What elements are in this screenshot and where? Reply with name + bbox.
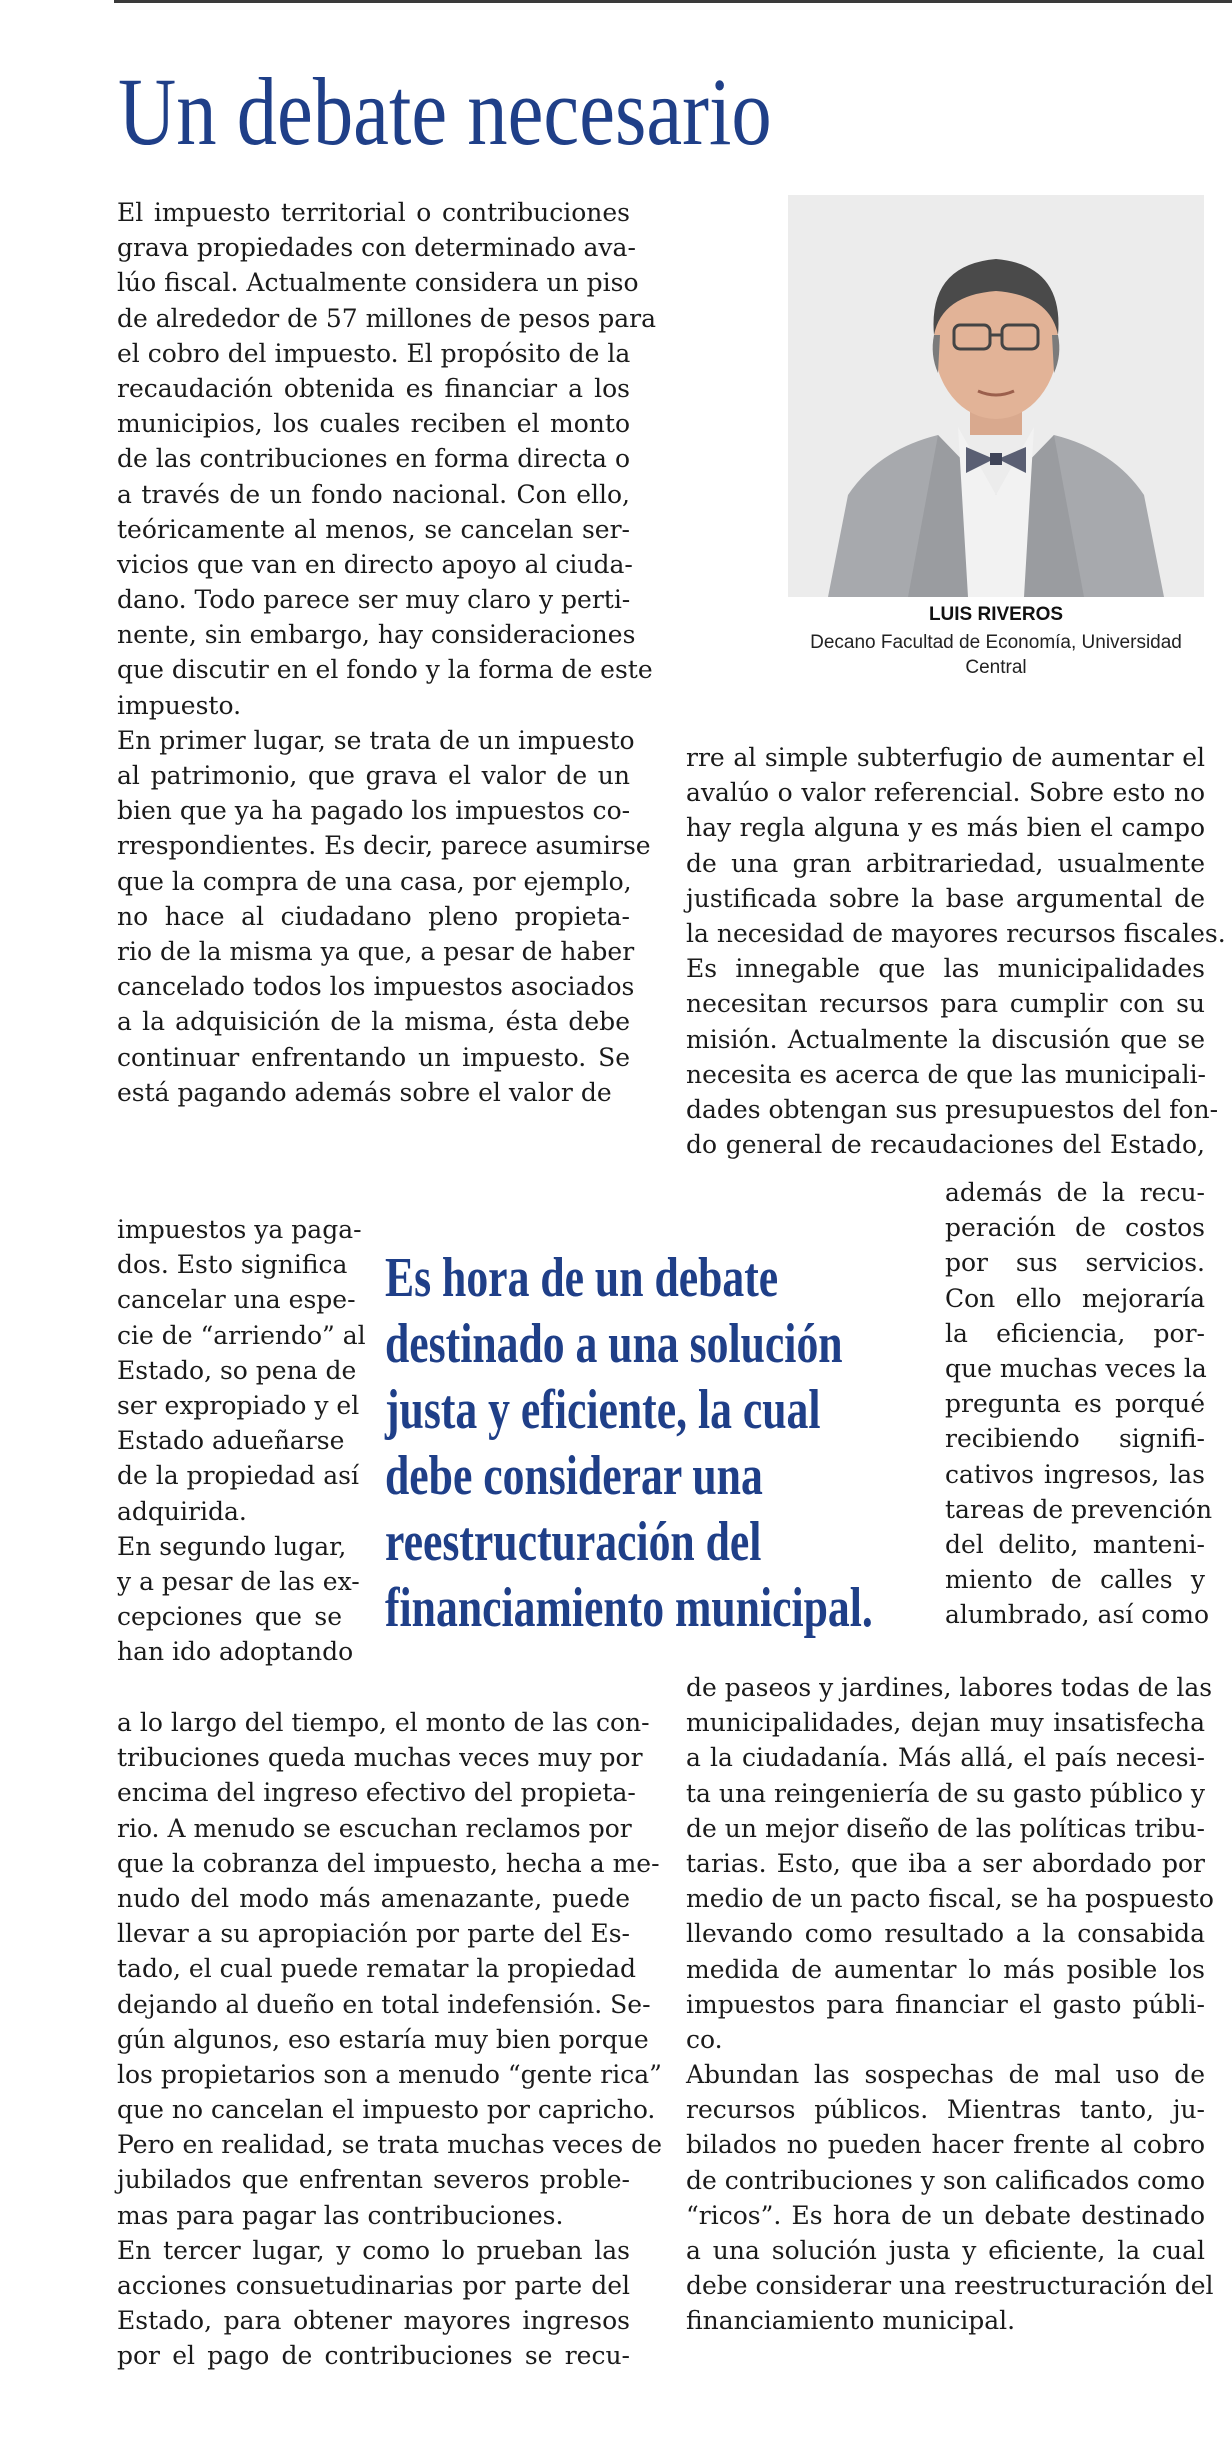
body-column-left-bottom <box>117 1705 662 2374</box>
text-line: necesitan recursos para cumplir con su <box>686 989 1205 1019</box>
author-photo <box>788 195 1204 597</box>
text-line: municipios, los cuales reciben el monto <box>117 409 630 439</box>
text-line: necesita es acerca de que las municipali- <box>686 1059 1207 1089</box>
text-line: cancelar una espe- <box>117 1285 356 1315</box>
text-line: grava propiedades con determinado ava- <box>117 233 636 263</box>
text-line: por el pago de contribuciones se recu- <box>117 2341 630 2371</box>
text-line: de un mejor diseño de las políticas tribu- <box>686 1813 1205 1843</box>
body-column-left-narrow <box>117 1212 366 1669</box>
text-line: de la propiedad así <box>117 1461 359 1491</box>
text-line: ta una reingeniería de su gasto público y <box>686 1778 1205 1808</box>
text-line: En primer lugar, se trata de un impuesto <box>117 725 635 755</box>
text-line: Estado, para obtener mayores ingresos <box>117 2306 630 2336</box>
text-line: lúo fiscal. Actualmente considera un piso <box>117 268 639 298</box>
text-line: jubilados que enfrentan severos proble- <box>117 2165 630 2195</box>
pull-quote-line: debe considerar una <box>385 1445 763 1507</box>
pull-quote-line: financiamiento municipal. <box>385 1577 873 1639</box>
text-line: recibiendo signifi- <box>945 1424 1205 1454</box>
text-line: dos. Esto significa <box>117 1250 348 1280</box>
text-line: de alrededor de 57 millones de pesos para <box>117 303 657 333</box>
text-line: a la ciudadanía. Más allá, el país necesi- <box>686 1743 1205 1773</box>
text-line: dejando al dueño en total indefensión. Se- <box>117 1989 651 2019</box>
pull-quote-line: reestructuración del <box>385 1511 762 1573</box>
text-line: alumbrado, así como <box>945 1600 1210 1630</box>
pull-quote-line: destinado a una solución <box>385 1313 843 1375</box>
text-line: rrespondientes. Es decir, parece asumirse <box>117 831 651 861</box>
text-line: nudo del modo más amenazante, puede <box>117 1883 630 1913</box>
text-line: tareas de prevención <box>945 1494 1213 1524</box>
body-column-right-top <box>686 740 1226 1162</box>
text-line: ser expropiado y el <box>117 1390 360 1420</box>
text-line: co. <box>686 2024 723 2054</box>
text-line: nente, sin embargo, hay consideraciones <box>117 620 636 650</box>
text-line: avalúo o valor referencial. Sobre esto no <box>686 778 1205 808</box>
text-line: hay regla alguna y es más bien el campo <box>686 813 1205 843</box>
text-line: llevar a su apropiación por parte del Es- <box>117 1919 630 1949</box>
pull-quote-line: justa y eficiente, la cual <box>385 1379 821 1441</box>
text-line: bien que ya ha pagado los impuestos co- <box>117 796 631 826</box>
text-line: medida de aumentar lo más posible los <box>686 1954 1205 1984</box>
text-line: que discutir en el fondo y la forma de este <box>117 655 653 685</box>
text-line: que la compra de una casa, por ejemplo, <box>117 866 632 896</box>
headline: Un debate necesario <box>118 58 772 165</box>
text-line: El impuesto territorial o contribuciones <box>117 198 630 227</box>
text-line: medio de un pacto fiscal, se ha pospuesto <box>686 1884 1214 1914</box>
text-line: cepciones que se <box>117 1602 342 1632</box>
body-column-right-narrow <box>945 1175 1213 1632</box>
text-line: justificada sobre la base argumental de <box>686 883 1205 913</box>
text-line: impuesto. <box>117 690 242 720</box>
body-column-left-top <box>117 195 657 1110</box>
text-line: han ido adoptando <box>117 1637 354 1667</box>
text-line: continuar enfrentando un impuesto. Se <box>117 1042 630 1072</box>
author-title <box>740 630 1232 680</box>
text-line: municipalidades, dejan muy insatisfecha <box>686 1708 1205 1738</box>
text-line: cie de “arriendo” al <box>117 1320 366 1350</box>
text-line: dades obtengan sus presupuestos del fon- <box>686 1094 1219 1124</box>
text-line: está pagando además sobre el valor de <box>117 1077 612 1107</box>
author-name: LUIS RIVEROS <box>928 604 1064 625</box>
text-line: pregunta es porqué <box>945 1389 1205 1419</box>
text-line: tado, el cual puede rematar la propiedad <box>117 1954 636 1984</box>
text-line: do general de recaudaciones del Estado, <box>686 1130 1205 1160</box>
text-line: acciones consuetudinarias por parte del <box>117 2271 630 2300</box>
text-line: los propietarios son a menudo “gente rica” <box>117 2059 662 2089</box>
text-line: rio. A menudo se escuchan reclamos por <box>117 1813 632 1843</box>
text-line: impuestos ya paga- <box>117 1215 362 1244</box>
text-line: la necesidad de mayores recursos fiscales. <box>686 918 1226 948</box>
text-line: debe considerar una reestructuración del <box>686 2271 1214 2301</box>
text-line: encima del ingreso efectivo del propieta- <box>117 1778 636 1808</box>
text-line: impuestos para financiar el gasto públi- <box>686 1989 1205 2019</box>
text-line: recaudación obtenida es financiar a los <box>117 373 630 403</box>
text-line: de contribuciones y son calificados como <box>686 2165 1205 2195</box>
text-line: Estado, so pena de <box>117 1355 357 1385</box>
text-line: En tercer lugar, y como lo prueban las <box>117 2235 630 2265</box>
text-line: bilados no pueden hacer frente al cobro <box>686 2130 1205 2160</box>
text-line: a la adquisición de la misma, ésta debe <box>117 1007 630 1037</box>
text-line: En segundo lugar, <box>117 1531 347 1561</box>
text-line: miento de calles y <box>945 1565 1205 1595</box>
text-line: “ricos”. Es hora de un debate destinado <box>686 2200 1205 2230</box>
text-line: recursos públicos. Mientras tanto, ju- <box>686 2095 1205 2125</box>
author-portrait-image <box>788 195 1204 597</box>
pull-quote <box>385 1245 945 1641</box>
pull-quote-line: Es hora de un debate <box>385 1247 779 1309</box>
body-column-right-bottom <box>686 1670 1214 2339</box>
top-rule <box>114 0 1232 3</box>
text-line: mas para pagar las contribuciones. <box>117 2200 564 2230</box>
text-line: adquirida. <box>117 1496 247 1526</box>
text-line: tribuciones queda muchas veces muy por <box>117 1743 643 1773</box>
text-line: de las contribuciones en forma directa o <box>117 444 630 474</box>
text-line: que no cancelan el impuesto por capricho. <box>117 2095 656 2125</box>
text-line: financiamiento municipal. <box>686 2306 1016 2336</box>
text-line: de una gran arbitrariedad, usualmente <box>686 848 1205 878</box>
text-line: al patrimonio, que grava el valor de un <box>117 761 630 790</box>
text-line: cancelado todos los impuestos asociados <box>117 972 635 1002</box>
author-title-line: Central <box>965 657 1027 678</box>
text-line: que la cobranza del impuesto, hecha a me- <box>117 1848 660 1878</box>
text-line: además de la recu- <box>945 1178 1205 1207</box>
text-line: cativos ingresos, las <box>945 1459 1205 1489</box>
text-line: no hace al ciudadano pleno propieta- <box>117 901 630 931</box>
text-line: llevando como resultado a la consabida <box>686 1919 1205 1949</box>
text-line: de paseos y jardines, labores todas de las <box>686 1673 1213 1702</box>
text-line: por sus servicios. <box>945 1248 1205 1278</box>
text-line: tarias. Esto, que iba a ser abordado por <box>686 1848 1205 1878</box>
text-line: Con ello mejoraría <box>945 1283 1205 1313</box>
text-line: peración de costos <box>945 1213 1205 1243</box>
text-line: a una solución justa y eficiente, la cual <box>686 2236 1205 2265</box>
text-line: y a pesar de las ex- <box>117 1566 360 1596</box>
text-line: a través de un fondo nacional. Con ello, <box>117 479 630 509</box>
text-line: la eficiencia, por- <box>945 1318 1205 1348</box>
text-line: gún algunos, eso estaría muy bien porque <box>117 2024 649 2054</box>
text-line: que muchas veces la <box>945 1353 1207 1383</box>
text-line: rio de la misma ya que, a pesar de haber <box>117 936 635 966</box>
text-line: Estado adueñarse <box>117 1426 345 1456</box>
text-line: vicios que van en directo apoyo al ciuda- <box>117 549 633 579</box>
text-line: teóricamente al menos, se cancelan ser- <box>117 514 630 544</box>
text-line: el cobro del impuesto. El propósito de la <box>117 338 631 368</box>
text-line: a lo largo del tiempo, el monto de las con- <box>117 1708 650 1737</box>
text-line: rre al simple subterfugio de aumentar el <box>686 743 1205 772</box>
text-line: misión. Actualmente la discusión que se <box>686 1024 1205 1054</box>
text-line: Abundan las sospechas de mal uso de <box>686 2060 1205 2090</box>
text-line: Es innegable que las municipalidades <box>686 954 1205 984</box>
text-line: Pero en realidad, se trata muchas veces de <box>117 2130 662 2160</box>
text-line: dano. Todo parece ser muy claro y perti- <box>117 585 631 615</box>
text-line: del delito, manteni- <box>945 1529 1205 1559</box>
author-title-line: Decano Facultad de Economía, Universidad <box>810 632 1182 653</box>
